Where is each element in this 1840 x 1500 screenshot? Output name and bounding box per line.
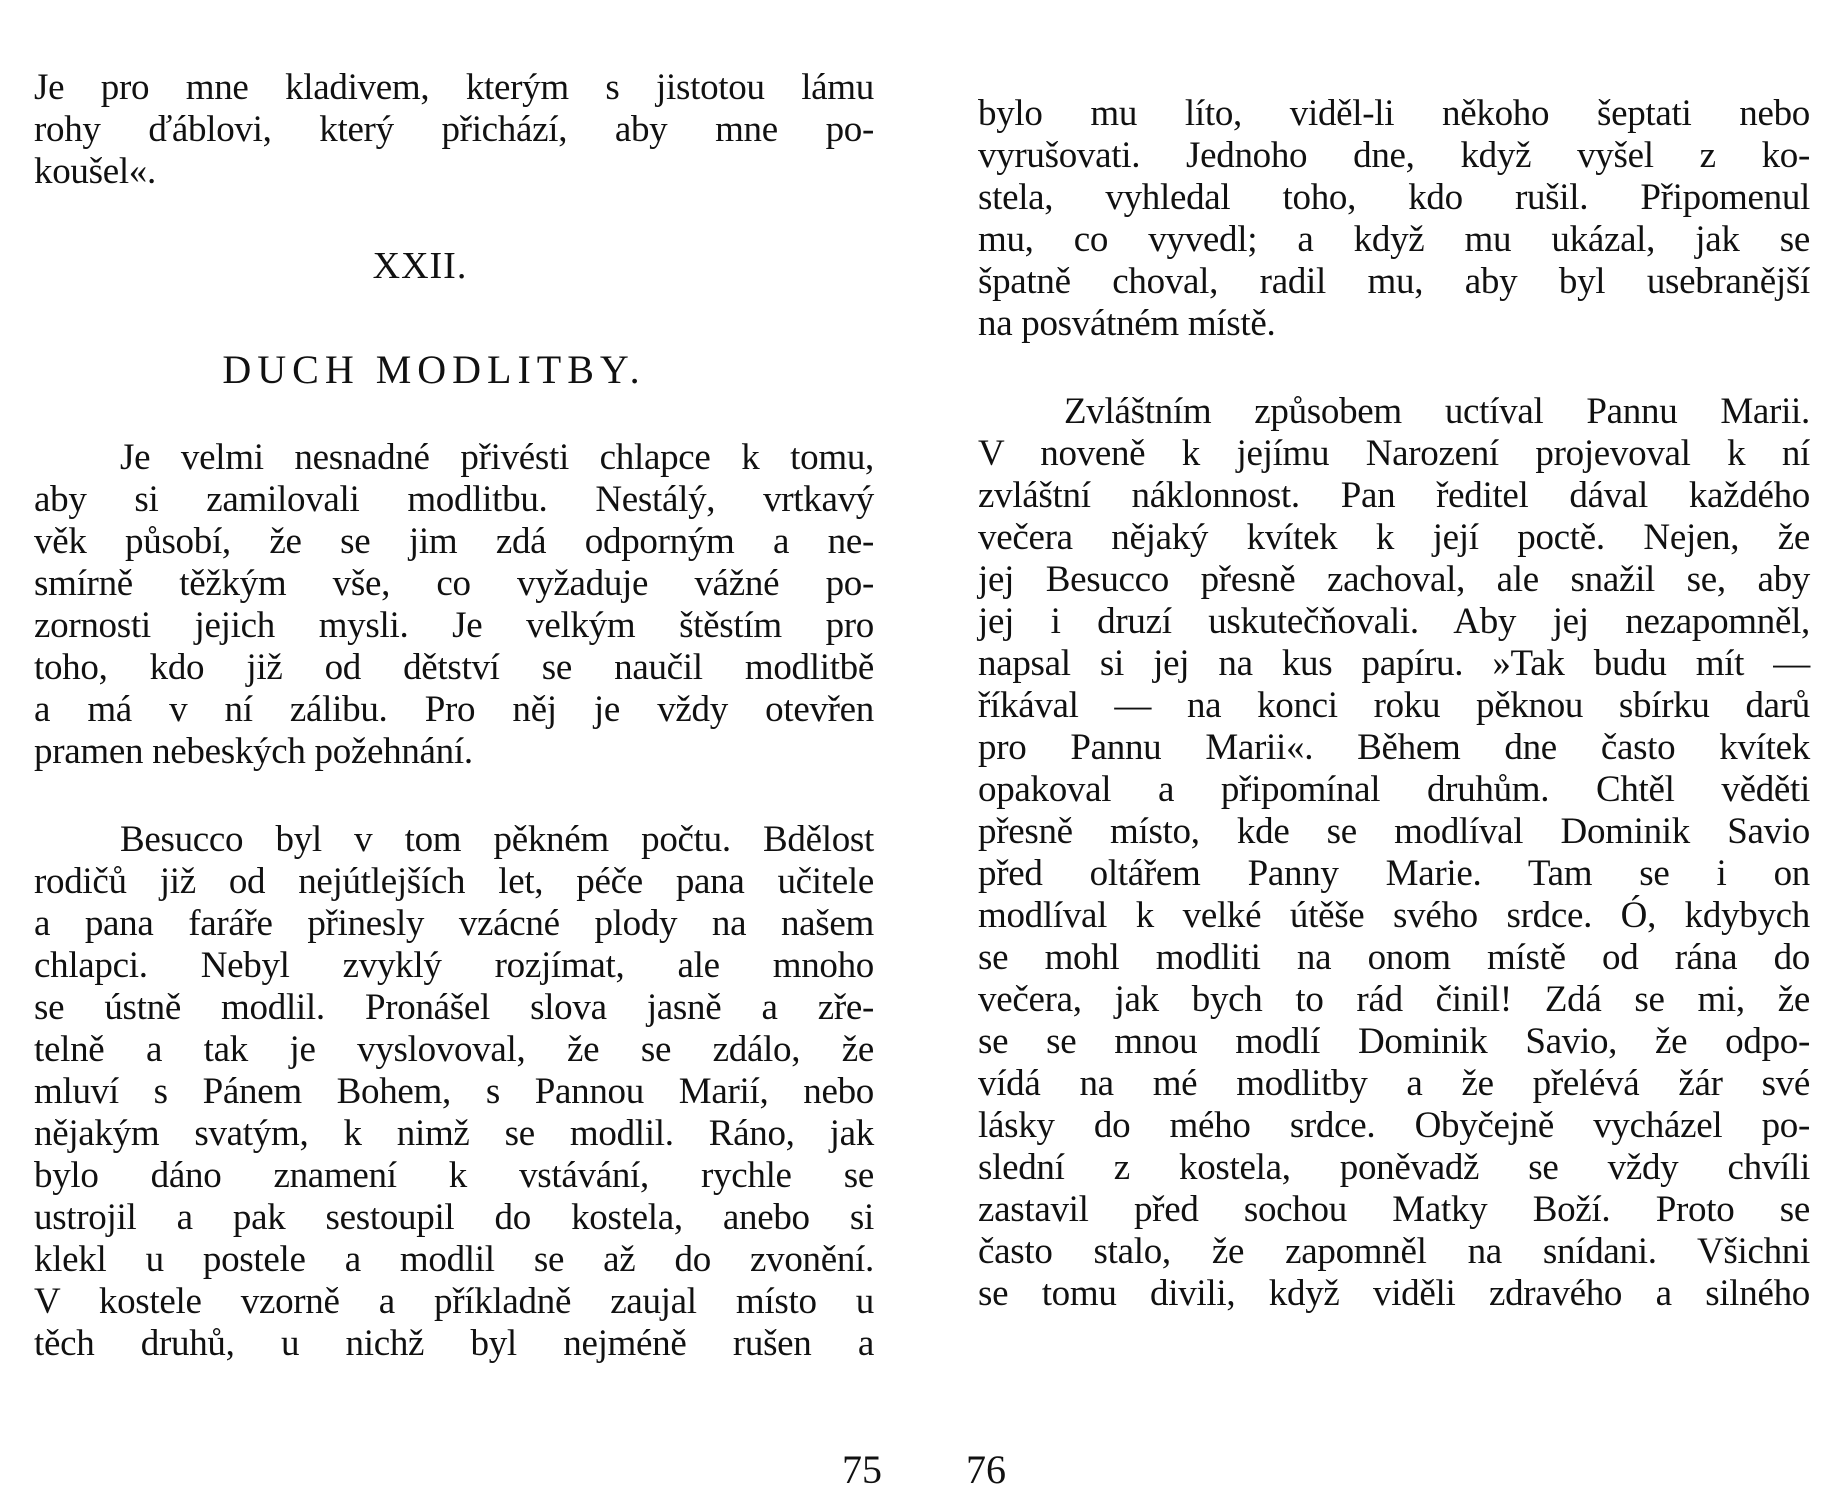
page-number: 75 [842, 1447, 882, 1492]
paragraph-line: a pana faráře přinesly vzácné plody na našem [34, 903, 874, 944]
paragraph-line: špatně choval, radil mu, aby byl usebranější [978, 261, 1810, 302]
paragraph-line: Je velmi nesnadné přivésti chlapce k tomu, [120, 437, 874, 478]
right-page [920, 0, 1840, 1500]
paragraph-line: přesně místo, kde se modlíval Dominik Savio [978, 811, 1810, 852]
paragraph-line: se mohl modliti na onom místě od rána do [978, 937, 1810, 978]
paragraph-line: zvláštní náklonnost. Pan ředitel dával každého [978, 475, 1810, 516]
paragraph-line: často stalo, že zapomněl na snídani. Všichni [978, 1231, 1810, 1272]
paragraph-line: těch druhů, u nichž byl nejméně rušen a [34, 1323, 874, 1364]
paragraph-line: rodičů již od nejútlejších let, péče pana učitele [34, 861, 874, 902]
paragraph-line: jej i druzí uskutečňovali. Aby jej nezapomněl, [978, 601, 1810, 642]
paragraph-line: mu, co vyvedl; a když mu ukázal, jak se [978, 219, 1810, 260]
paragraph-line: V noveně k jejímu Narození projevoval k ní [978, 433, 1810, 474]
text-line: koušel«. [34, 151, 156, 192]
paragraph-line: Besucco byl v tom pěkném počtu. Bdělost [120, 819, 874, 860]
paragraph-line: se se mnou modlí Dominik Savio, že odpo- [978, 1021, 1810, 1062]
text-line: rohy ďáblovi, který přichází, aby mne po- [34, 109, 874, 150]
paragraph-line: před oltářem Panny Marie. Tam se i on [978, 853, 1810, 894]
paragraph-line: se ústně modlil. Pronášel slova jasně a zře- [34, 987, 874, 1028]
paragraph-line: telně a tak je vyslovoval, že se zdálo, že [34, 1029, 874, 1070]
paragraph-line: toho, kdo již od dětství se naučil modlitbě [34, 647, 874, 688]
paragraph-line: modlíval k velké útěše svého srdce. Ó, kdybych [978, 895, 1810, 936]
paragraph-line: bylo dáno znamení k vstávání, rychle se [34, 1155, 874, 1196]
paragraph-line: Zvláštním způsobem uctíval Pannu Marii. [1064, 391, 1810, 432]
paragraph-line: mluví s Pánem Bohem, s Pannou Marií, nebo [34, 1071, 874, 1112]
paragraph-line: slední z kostela, poněvadž se vždy chvíli [978, 1147, 1810, 1188]
paragraph-line: nějakým svatým, k nimž se modlil. Ráno, jak [34, 1113, 874, 1154]
text-line: Je pro mne kladivem, kterým s jistotou lámu [34, 67, 874, 108]
paragraph-line: bylo mu líto, viděl-li někoho šeptati nebo [978, 93, 1810, 134]
paragraph-line: opakoval a připomínal druhům. Chtěl věděti [978, 769, 1810, 810]
paragraph-line: věk působí, že se jim zdá odporným a ne- [34, 521, 874, 562]
paragraph-line: vídá na mé modlitby a že přelévá žár své [978, 1063, 1810, 1104]
paragraph-line: V kostele vzorně a příkladně zaujal místo u [34, 1281, 874, 1322]
paragraph-line: na posvátném místě. [978, 303, 1276, 344]
paragraph-line: chlapci. Nebyl zvyklý rozjímat, ale mnoho [34, 945, 874, 986]
paragraph-line: aby si zamilovali modlitbu. Nestálý, vrtkavý [34, 479, 874, 520]
paragraph-line: stela, vyhledal toho, kdo rušil. Připomenul [978, 177, 1810, 218]
paragraph-line: napsal si jej na kus papíru. »Tak budu mít — [978, 643, 1810, 684]
paragraph-line: jej Besucco přesně zachoval, ale snažil se, aby [978, 559, 1810, 600]
paragraph-line: zornosti jejich mysli. Je velkým štěstím pro [34, 605, 874, 646]
paragraph-line: ustrojil a pak sestoupil do kostela, anebo si [34, 1197, 874, 1238]
paragraph-line: večera nějaký kvítek k její poctě. Nejen, že [978, 517, 1810, 558]
paragraph-line: vyrušovati. Jednoho dne, když vyšel z ko- [978, 135, 1810, 176]
paragraph-line: pro Pannu Marii«. Během dne často kvítek [978, 727, 1810, 768]
paragraph-line: lásky do mého srdce. Obyčejně vycházel po- [978, 1105, 1810, 1146]
chapter-number: XXII. [372, 245, 468, 287]
paragraph-line: večera, jak bych to rád činil! Zdá se mi, že [978, 979, 1810, 1020]
paragraph-line: a má v ní zálibu. Pro něj je vždy otevřen [34, 689, 874, 730]
paragraph-line: klekl u postele a modlil se až do zvonění. [34, 1239, 874, 1280]
paragraph-line: se tomu divili, když viděli zdravého a silného [978, 1273, 1810, 1314]
paragraph-line: smírně těžkým vše, co vyžaduje vážné po- [34, 563, 874, 604]
paragraph-line: říkával — na konci roku pěknou sbírku darů [978, 685, 1810, 726]
page-number: 76 [966, 1447, 1006, 1492]
paragraph-line: zastavil před sochou Matky Boží. Proto se [978, 1189, 1810, 1230]
chapter-title: DUCH MODLITBY. [222, 347, 646, 392]
paragraph-line: pramen nebeských požehnání. [34, 731, 473, 772]
